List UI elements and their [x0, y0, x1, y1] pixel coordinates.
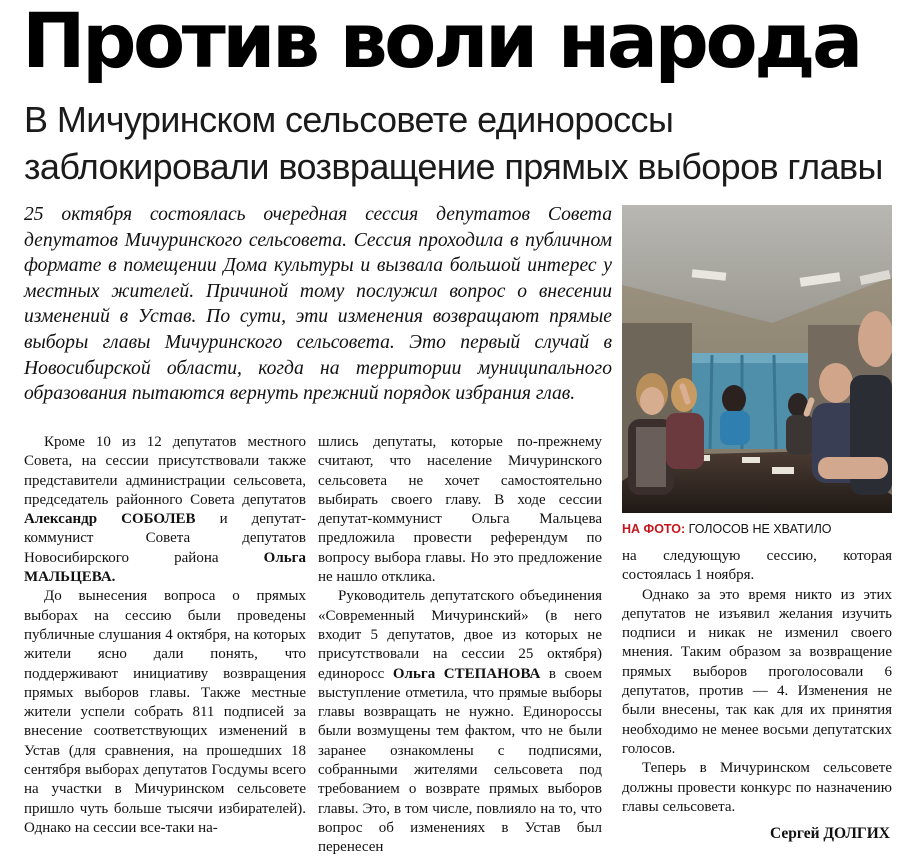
body-paragraph: Однако за это время никто из этих депутатов не изъявил желания изучить подписи и никак не изменил своего мнения. Таким образом за возвращение прямых выборов проголосовали 6 депутатов, против — 4. Изменения не были внесены, так как для их принятия необходимо не менее восьми депутатских голосов. — [622, 586, 892, 757]
paragraph-text: и депутат-коммунист Совета депутатов Новосибирского района — [24, 511, 307, 566]
paragraph-text: Кроме 10 из 12 депутатов местного Совета, на сессии присутствовали также представители администрации сельсовета, председатель районного Совета депутатов — [24, 434, 306, 508]
body-paragraph: на следующую сессию, которая состоялась 1 ноября. — [622, 548, 892, 584]
body-column-1 — [24, 433, 306, 838]
article-headline: Против воли народа — [22, 0, 860, 85]
paragraph-text: Руководитель депутатского объединения «Современный Мичуринский» (в него входит 5 депутатов, двое из которых не присутствовали на сессии 25 октября) единоросс — [318, 588, 602, 682]
body-column-3 — [622, 547, 892, 817]
meeting-photo-icon — [622, 205, 892, 513]
body-paragraph: Теперь в Мичуринском сельсовете должны провести конкурс по назначению главы сельсовета. — [622, 760, 892, 815]
subheadline-line: заблокировали возвращение прямых выборов главы — [24, 146, 883, 187]
meeting-photo — [622, 205, 892, 513]
photo-caption — [622, 521, 892, 537]
body-paragraph: шлись депутаты, которые по-прежнему считают, что население Мичуринского сельсовета не хочет самостоятельно выбирать своего главу. В ходе сессии депутат-коммунист Ольга Мальцева предложила провести референдум по вопросу выбора главы. Но это предложение не нашло отклика. — [318, 434, 602, 586]
caption-label: НА ФОТО: — [622, 522, 686, 536]
person-name: Ольга МАЛЬЦЕВА. — [24, 549, 306, 586]
article-lead: 25 октября состоялась очередная сессия депутатов Совета депутатов Мичуринского сельсовета. Сессия проходила в публичном формате в помещении Дома культуры и вызвала большой интерес у местных жителей. Причиной тому послужил вопрос о внесении изменений в Устав. По сути, эти изменения возвращают прямые выборы главы Мичуринского сельсовета. Это первый случай в Новосибирской области, когда на территории муниципального образования пытаются вернуть прежний порядок избрания глав. — [24, 204, 612, 405]
subheadline-line: В Мичуринском сельсовете единороссы — [24, 99, 674, 140]
article-subheadline — [24, 96, 894, 190]
body-paragraph: До вынесения вопроса о прямых выборах на сессию были проведены публичные слушания 4 октября, на которых жители ясно дали понять, что поддерживают инициативу возвращения прямых выборов главы. Также местные жители успели собрать 811 подписей за внесение соответствующих изменений в Устав (для сравнения, на прошедших 18 сентября выборах депутатов Госдумы всего на участки в Мичуринском сельсовете пришло чуть больше тысячи избирателей). Однако на сессии все-таки на- — [24, 588, 306, 836]
person-name: Ольга СТЕПАНОВА — [392, 665, 541, 682]
body-paragraph — [318, 587, 602, 857]
caption-text: ГОЛОСОВ НЕ ХВАТИЛО — [688, 522, 832, 536]
paragraph-text: в своем выступление отметила, что прямые выборы главы возвращать не нужно. Единороссы были возмущены тем фактом, что не были заранее ознакомлены с подписями, собранными жителями сельсовета под требованием о возврате прямых выборов главы. Это, в том числе, повлияло на то, что вопрос об изменениях в Устав был перенесен — [318, 665, 602, 856]
article-author: Сергей ДОЛГИХ — [769, 825, 890, 842]
body-column-2 — [318, 433, 602, 858]
person-name: Александр СОБОЛЕВ — [24, 511, 196, 528]
body-paragraph — [24, 433, 306, 587]
